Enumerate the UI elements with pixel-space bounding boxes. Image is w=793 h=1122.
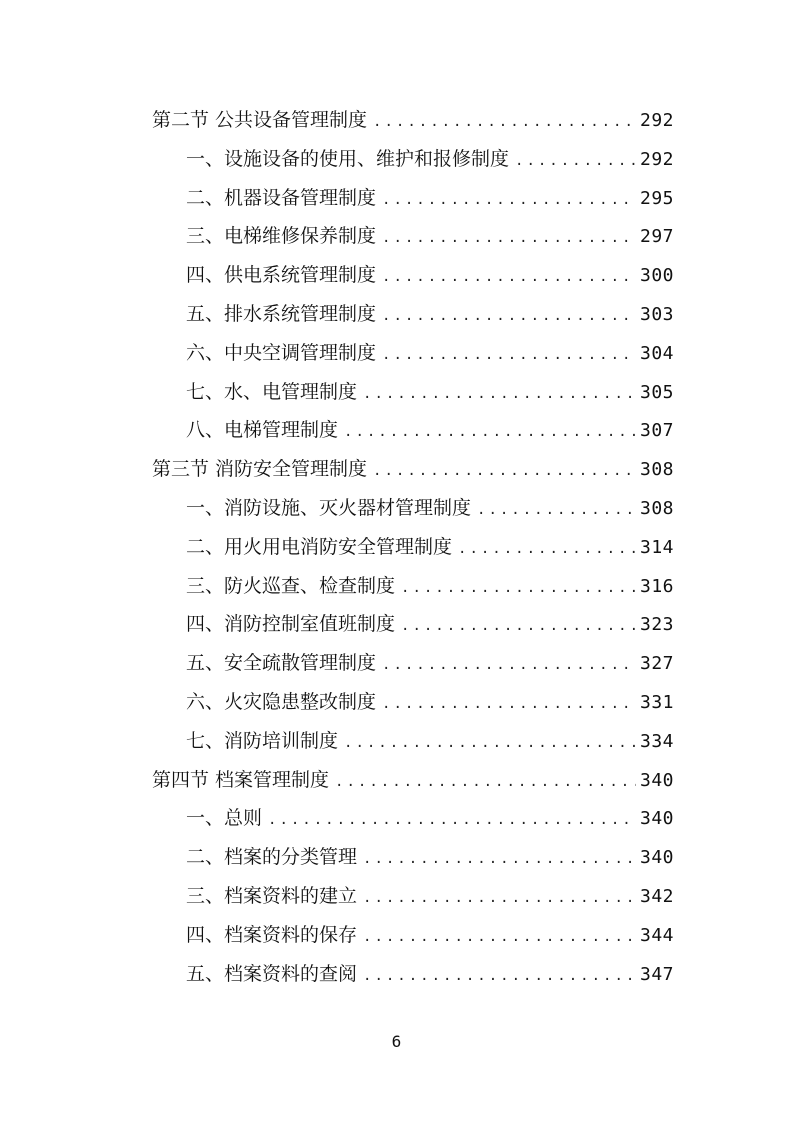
toc-entry[interactable] (152, 334, 674, 373)
toc-entry-page: 327 (639, 653, 674, 675)
toc-entry[interactable] (152, 838, 674, 877)
toc-entry-page: 316 (639, 575, 674, 597)
toc-entry-title: 七、消防培训制度 (186, 729, 339, 752)
toc-entry[interactable] (152, 877, 674, 916)
toc-entry-title: 三、电梯维修保养制度 (186, 225, 377, 248)
toc-entry-page: 307 (639, 420, 674, 442)
toc-entry-page: 308 (639, 497, 674, 519)
toc-entry-page: 295 (639, 187, 674, 209)
toc-entry-title: 第三节 消防安全管理制度 (152, 458, 368, 481)
toc-dot-leader (382, 258, 636, 297)
toc-dot-leader (382, 297, 636, 336)
toc-entry-title: 一、消防设施、灭火器材管理制度 (186, 496, 472, 519)
toc-entry-page: 304 (639, 342, 674, 364)
toc-entry[interactable] (152, 916, 674, 955)
toc-entry-page: 292 (639, 110, 674, 131)
toc-entry[interactable] (152, 295, 674, 334)
toc-entry-page: 347 (639, 963, 674, 985)
toc-entry[interactable] (152, 567, 674, 606)
toc-dot-leader (382, 219, 636, 258)
toc-dot-leader (382, 336, 636, 375)
toc-entry-title: 四、供电系统管理制度 (186, 264, 377, 287)
toc-entry-page: 303 (639, 303, 674, 325)
toc-entry-title: 四、档案资料的保存 (186, 923, 358, 946)
toc-dot-leader (382, 181, 636, 220)
toc-dot-leader (363, 375, 636, 414)
toc-dot-leader (382, 685, 636, 724)
toc-entry-title: 二、机器设备管理制度 (186, 186, 377, 209)
toc-entry[interactable] (152, 256, 674, 295)
toc-entry-page: 305 (639, 381, 674, 403)
toc-entry-page: 344 (639, 924, 674, 946)
toc-entry[interactable] (152, 799, 674, 838)
toc-entry-title: 六、火灾隐患整改制度 (186, 690, 377, 713)
toc-entry-page: 340 (639, 769, 674, 791)
toc-entry-title: 三、档案资料的建立 (186, 884, 358, 907)
page-number: 6 (391, 1032, 402, 1051)
toc-entry-title: 七、水、电管理制度 (186, 380, 358, 403)
toc-dot-leader (382, 646, 636, 685)
toc-dot-leader (373, 103, 636, 142)
toc-dot-leader (373, 452, 636, 491)
toc-entry-title: 四、消防控制室值班制度 (186, 613, 396, 636)
toc-entry-title: 一、总则 (186, 807, 263, 830)
toc-entry-title: 五、排水系统管理制度 (186, 302, 377, 325)
toc-entry-page: 340 (639, 808, 674, 830)
toc-dot-leader (363, 957, 636, 996)
toc-entry[interactable] (152, 450, 674, 489)
toc-entry-page: 300 (639, 265, 674, 287)
toc-dot-leader (344, 413, 636, 452)
toc-entry-page: 323 (639, 614, 674, 636)
toc-dot-leader (363, 840, 636, 879)
toc-entry-page: 314 (639, 536, 674, 558)
toc-entry-page: 340 (639, 847, 674, 869)
toc-entry[interactable] (152, 179, 674, 218)
toc-entry-page: 342 (639, 885, 674, 907)
toc-entry-page: 334 (639, 730, 674, 752)
toc-entry[interactable] (152, 489, 674, 528)
toc-entry-page: 308 (639, 459, 674, 481)
toc-entry[interactable] (152, 722, 674, 761)
toc-entry-page: 292 (639, 148, 674, 170)
toc-entry-title: 三、防火巡查、检查制度 (186, 574, 396, 597)
toc-entry[interactable] (152, 528, 674, 567)
toc-dot-leader (268, 801, 636, 840)
toc-entry-page: 297 (639, 226, 674, 248)
toc-entry[interactable] (152, 411, 674, 450)
toc-entry[interactable] (152, 140, 674, 179)
toc-dot-leader (401, 607, 636, 646)
toc-entry[interactable] (152, 644, 674, 683)
toc-dot-leader (363, 879, 636, 918)
table-of-contents (152, 101, 674, 993)
toc-entry[interactable] (152, 955, 674, 994)
toc-dot-leader (458, 530, 636, 569)
toc-entry[interactable] (152, 605, 674, 644)
toc-entry[interactable] (152, 373, 674, 412)
toc-entry-title: 六、中央空调管理制度 (186, 341, 377, 364)
toc-entry[interactable] (152, 101, 674, 140)
toc-entry-page: 331 (639, 691, 674, 713)
toc-entry-title: 二、档案的分类管理 (186, 846, 358, 869)
toc-entry[interactable] (152, 683, 674, 722)
toc-dot-leader (401, 569, 636, 608)
toc-entry-title: 二、用火用电消防安全管理制度 (186, 535, 453, 558)
toc-entry[interactable] (152, 217, 674, 256)
toc-entry-title: 五、档案资料的查阅 (186, 962, 358, 985)
toc-dot-leader (344, 724, 636, 763)
toc-entry-title: 第四节 档案管理制度 (152, 768, 330, 791)
toc-entry[interactable] (152, 761, 674, 800)
toc-entry-title: 第二节 公共设备管理制度 (152, 109, 368, 131)
toc-entry-title: 五、安全疏散管理制度 (186, 652, 377, 675)
toc-dot-leader (335, 763, 636, 802)
toc-entry-title: 八、电梯管理制度 (186, 419, 339, 442)
toc-dot-leader (477, 491, 636, 530)
toc-dot-leader (363, 918, 636, 957)
toc-dot-leader (515, 142, 636, 181)
toc-entry-title: 一、设施设备的使用、维护和报修制度 (186, 147, 510, 170)
